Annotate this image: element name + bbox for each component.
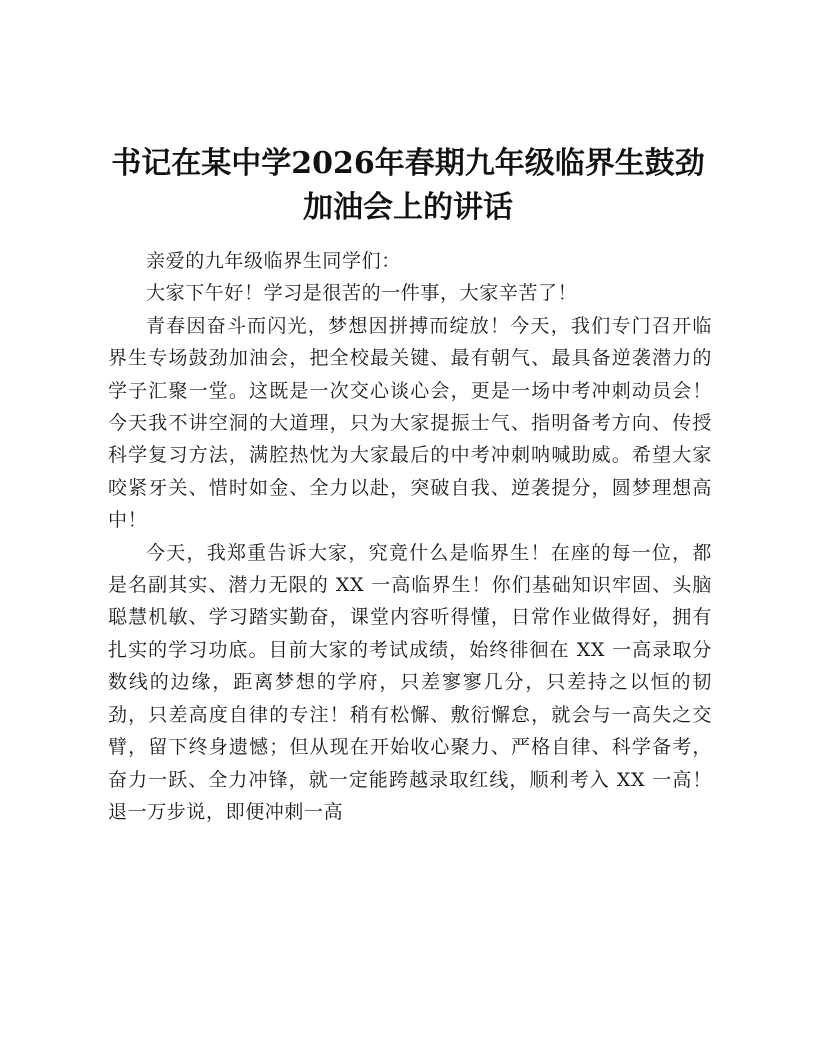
greeting-paragraph: 大家下午好！学习是很苦的一件事，大家辛苦了！ — [146, 282, 578, 305]
salutation-paragraph: 亲爱的九年级临界生同学们： — [146, 250, 401, 272]
document-title: 书记在某中学2026年春期九年级临界生鼓劲加油会上的讲话 — [111, 146, 705, 225]
body-paragraph: 青春因奋斗而闪光，梦想因拼搏而绽放！今天，我们专门召开临界生专场鼓劲加油会，把全校最关键、最有朝气、最具备逆袭潜力的学子汇聚一堂。这既是一次交心谈心会，更是一场中考冲刺动员会！今天我不讲空洞的大道理，只为大家提振士气、指明备考方向、传授科学复习方法，满腔热忱为大家最后的中考冲刺呐喊助威。希望大家咬紧牙关、惜时如金、全力以赴，突破自我、逆袭提分，圆梦理想高中！ — [108, 314, 712, 532]
body-paragraph: 今天，我郑重告诉大家，究竟什么是临界生！在座的每一位，都是名副其实、潜力无限的 XX 一高临界生！你们基础知识牢固、头脑聪慧机敏、学习踏实勤奋，课堂内容听得懂，日常作业做得好，拥有扎实的学习功底。目前大家的考试成绩，始终徘徊在 XX 一高录取分数线的边缘，距离梦想的学府，只差寥寥几分，只差持之以恒的韧劲，只差高度自律的专注！稍有松懈、敷衍懈怠，就会与一高失之交臂，留下终身遗憾；但从现在开始收心聚力、严格自律、科学备考，奋力一跃、全力冲锋，就一定能跨越录取红线，顺利考入 XX 一高！退一万步说，即便冲刺一高 — [108, 541, 712, 823]
document-body — [108, 245, 712, 828]
